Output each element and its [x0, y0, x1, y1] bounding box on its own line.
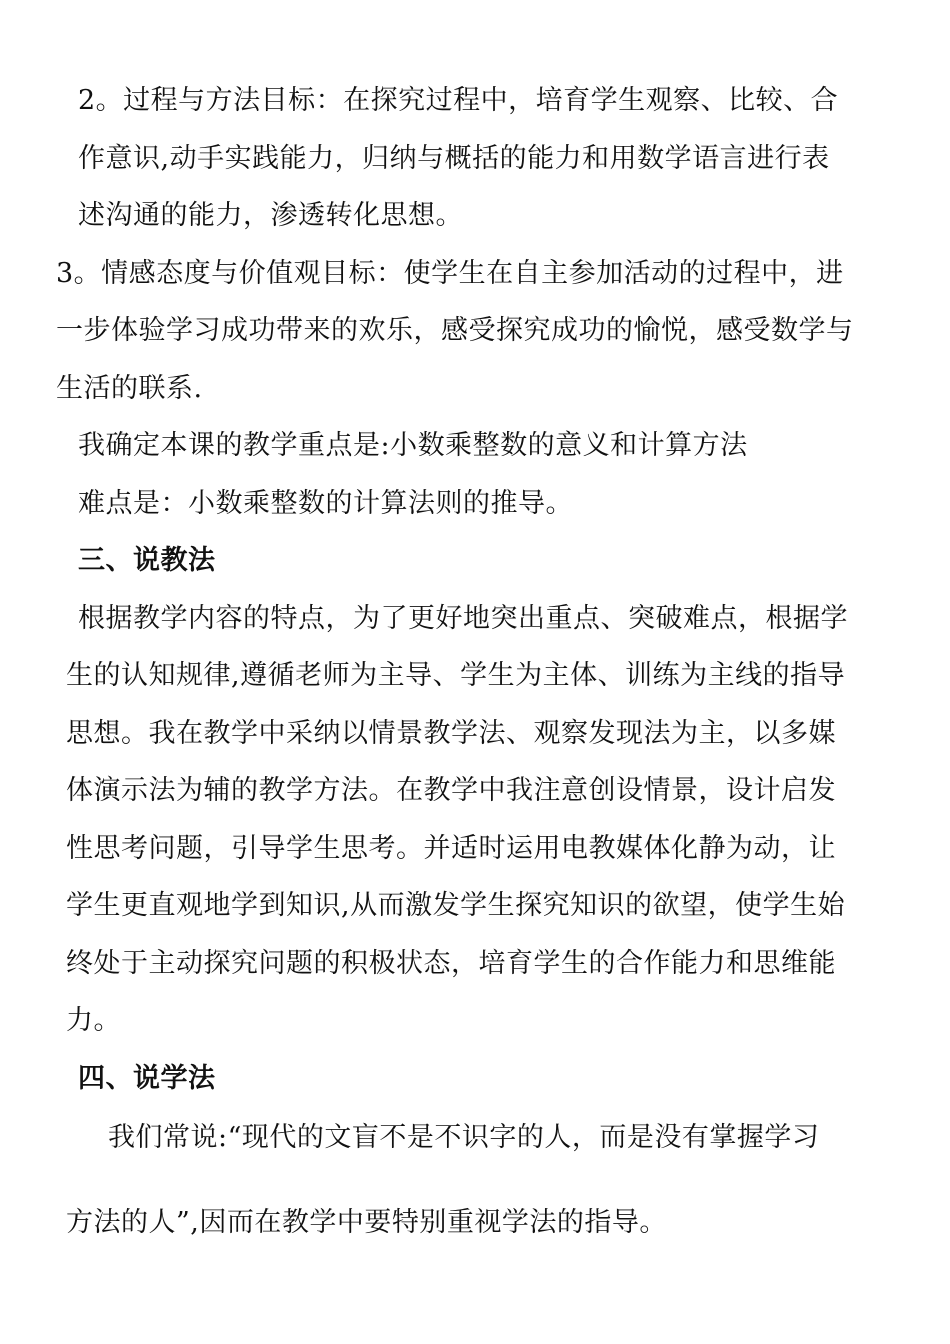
- teaching-method-line-8: 力。: [66, 1005, 121, 1036]
- teaching-method-line-3: 思想。我在教学中采纳以情景教学法、观察发现法为主，以多媒: [66, 718, 836, 749]
- difficult-point: 难点是：小数乘整数的计算法则的推导。: [78, 488, 573, 519]
- goal-process-method-line-2: 作意识,动手实践能力，归纳与概括的能力和用数学语言进行表: [78, 143, 830, 174]
- goal-process-method-line-3: 述沟通的能力，渗透转化思想。: [78, 200, 463, 231]
- section-teaching-method-heading: 三、说教法: [78, 545, 216, 576]
- learning-method-line-2: 方法的人”,因而在教学中要特别重视学法的指导。: [66, 1207, 667, 1238]
- teaching-method-line-7: 终处于主动探究问题的积极状态，培育学生的合作能力和思维能: [66, 948, 836, 979]
- teaching-method-line-4: 体演示法为辅的教学方法。在教学中我注意创设情景，设计启发: [66, 775, 836, 806]
- goal-emotion-values-line-3: 生活的联系.: [56, 373, 203, 404]
- key-point: 我确定本课的教学重点是:小数乘整数的意义和计算方法: [78, 430, 748, 461]
- learning-method-line-1: 我们常说:“现代的文盲不是不识字的人，而是没有掌握学习: [108, 1122, 820, 1153]
- section-learning-method-heading: 四、说学法: [78, 1063, 216, 1094]
- teaching-method-line-5: 性思考问题，引导学生思考。并适时运用电教媒体化静为动，让: [66, 833, 836, 864]
- teaching-method-line-6: 学生更直观地学到知识,从而激发学生探究知识的欲望，使学生始: [66, 890, 846, 921]
- teaching-method-line-1: 根据教学内容的特点，为了更好地突出重点、突破难点，根据学: [78, 603, 848, 634]
- goal-emotion-values-line-2: 一步体验学习成功带来的欢乐，感受探究成功的愉悦，感受数学与: [56, 315, 854, 346]
- goal-emotion-values-line-1: 3。情感态度与价值观目标：使学生在自主参加活动的过程中，进: [56, 258, 844, 289]
- teaching-method-line-2: 生的认知规律,遵循老师为主导、学生为主体、训练为主线的指导: [66, 660, 846, 691]
- goal-process-method-line-1: 2。过程与方法目标：在探究过程中，培育学生观察、比较、合: [78, 85, 839, 116]
